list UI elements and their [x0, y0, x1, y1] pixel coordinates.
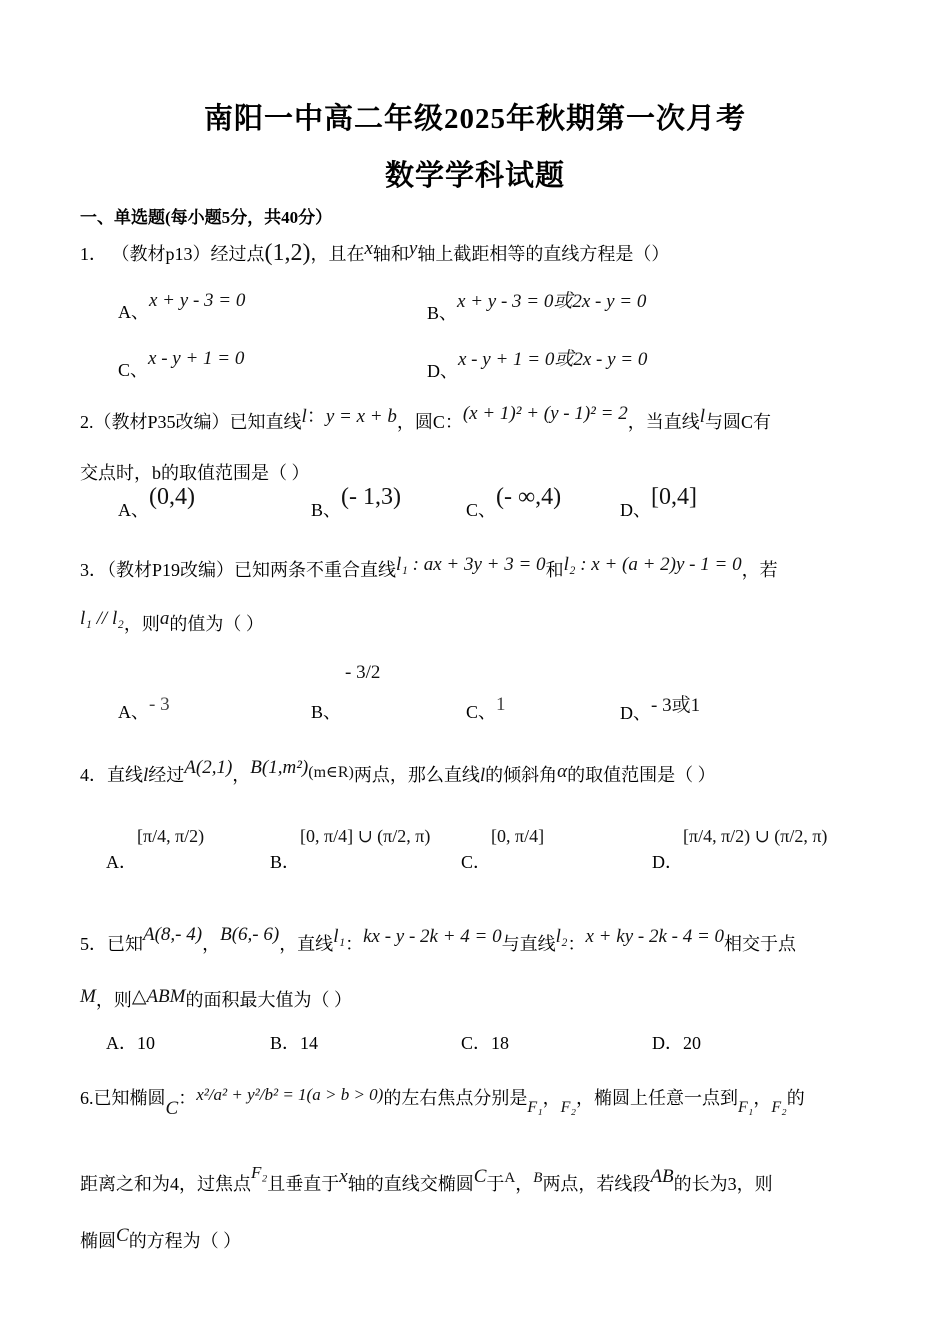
q5-l2: l₂ — [555, 926, 568, 947]
q3-l2: l₂ : x + (a + 2)y - 1 = 0 — [563, 554, 742, 575]
option-value: 18 — [491, 1033, 510, 1053]
q6-text: 的方程为（ ） — [128, 1231, 242, 1251]
q4-option-c[interactable] — [461, 820, 545, 872]
option-label: A、 — [118, 702, 149, 722]
q6-text: 于 — [486, 1174, 505, 1194]
q5-option-c[interactable] — [461, 1029, 509, 1055]
q6-f2: F₂ — [771, 1099, 787, 1116]
q4-option-d[interactable] — [652, 820, 828, 872]
q6-ab: AB — [650, 1166, 674, 1187]
q5-number: 5． — [80, 934, 107, 954]
q6-f2: F₂ — [560, 1099, 577, 1116]
q3-text: （教材P19改编）已知两条不重合直线 — [107, 560, 397, 580]
q1-option-d[interactable] — [427, 344, 648, 381]
q6-text: ： — [178, 1088, 197, 1108]
option-label: B、 — [311, 702, 342, 722]
q2-text: 与圆C有 — [704, 412, 771, 432]
option-label: B． — [270, 852, 301, 872]
q5-text: ，直线 — [279, 934, 334, 954]
option-label: B、 — [311, 500, 342, 520]
q6-text: ，椭圆上任意一点到 — [576, 1088, 739, 1108]
section-header: 一、单选题(每小题5分，共40分） — [80, 208, 333, 227]
option-label: C、 — [466, 500, 497, 520]
option-value: - 3或1 — [651, 695, 701, 716]
option-label: B、 — [427, 303, 458, 323]
q6-number: 6. — [80, 1088, 94, 1108]
option-value: 10 — [137, 1033, 155, 1053]
option-label: C、 — [466, 702, 497, 722]
q2-option-c[interactable] — [466, 484, 562, 520]
q6-text: 距离之和为4，过焦点 — [80, 1174, 251, 1194]
option-label: C． — [461, 1033, 492, 1053]
q4-option-a[interactable] — [106, 820, 205, 872]
option-label: D、 — [427, 361, 458, 381]
q6-ellipse-eq: x²/a² + y²/b² = 1(a > b > 0) — [196, 1085, 384, 1104]
q1-x: x — [364, 238, 373, 259]
q1-text: （教材p13）经过点 — [111, 244, 265, 264]
option-value: x - y + 1 = 0 — [148, 348, 245, 369]
q4-text: 经过 — [148, 765, 185, 785]
q6-text: 的 — [786, 1088, 805, 1108]
option-value: - 3 — [149, 694, 170, 715]
q5-text: 相交于点 — [724, 934, 797, 954]
option-label: B． — [270, 1033, 301, 1053]
question-6: 6.已知椭圆C：x²/a² + y²/b² = 1(a > b > 0)的左右焦点分别是F₁，F₂，椭圆上任意一点到F₁，F₂的 — [80, 1085, 805, 1119]
q3-l1: l₁ : ax + 3y + 3 = 0 — [396, 554, 546, 575]
option-label: A． — [106, 852, 137, 872]
q3-option-a[interactable] — [118, 690, 170, 722]
option-label: C． — [461, 852, 492, 872]
q4-text: 的取值范围是（ ） — [567, 765, 716, 785]
option-label: A． — [106, 1033, 137, 1053]
q2-line-eq: y = x + b — [325, 406, 397, 427]
q6-f1: F₁ — [527, 1099, 543, 1116]
q6-c: C — [473, 1166, 487, 1187]
q2-option-a[interactable] — [118, 484, 195, 520]
option-value: [π/4, π/2) ∪ (π/2, π) — [683, 826, 828, 846]
q1-option-b[interactable] — [427, 286, 647, 323]
q3-a: a — [159, 608, 170, 629]
q4-text: 两点，那么直线 — [353, 765, 480, 785]
q2-text: ，圆C： — [396, 412, 463, 432]
q2-text: ，当直线 — [627, 412, 700, 432]
q2-text-line2: 交点时，b的取值范围是（ ） — [80, 463, 310, 483]
q1-point: (1,2) — [264, 240, 311, 266]
option-value: [0, π/4] — [491, 826, 545, 846]
q5-option-a[interactable] — [106, 1029, 155, 1055]
q5-option-b[interactable] — [270, 1029, 318, 1055]
q6-text: 已知椭圆 — [93, 1088, 166, 1108]
q1-option-a[interactable] — [118, 286, 246, 322]
option-label: A、 — [118, 500, 149, 520]
q4-text: 的倾斜角 — [485, 765, 558, 785]
q5-option-d[interactable] — [652, 1029, 701, 1055]
q5-l1: l₁ — [333, 926, 346, 947]
option-value: 20 — [683, 1033, 701, 1053]
q4-point-b: B(1,m²) — [250, 757, 309, 778]
option-value: (- ∞,4) — [496, 484, 562, 510]
q6-x: x — [339, 1166, 348, 1187]
question-5: 5．已知A(8,- 4)，B(6,- 6)，直线l₁：kx - y - 2k + 4 = 0与直线l₂：x + ky - 2k - 4 = 0相交于点 — [80, 924, 797, 954]
option-value: [0, π/4] ∪ (π/2, π) — [300, 826, 431, 846]
q5-triangle: △ABM — [131, 986, 186, 1007]
q3-text: 的值为（ ） — [169, 614, 264, 634]
q3-parallel: l₁ // l₂ — [80, 608, 124, 629]
q4-point-a: A(2,1) — [184, 757, 233, 778]
q3-line2 — [80, 610, 264, 636]
q2-option-d[interactable] — [620, 484, 697, 520]
q3-option-c[interactable] — [466, 690, 506, 722]
question-2: 2.（教材P35改编）已知直线l：y = x + b，圆C：(x + 1)² + (y - 1)² = 2，当直线l与圆C有 — [80, 403, 771, 432]
q5-m: M — [80, 986, 96, 1007]
q3-text: ，则 — [123, 614, 160, 634]
q6-text: 椭圆 — [80, 1231, 116, 1251]
q2-line-l: l — [699, 406, 705, 427]
q6-line2: 距离之和为4，过焦点F₂且垂直于x轴的直线交椭圆C于$^A$，$^B$两点，若线段AB的长为3，则 — [80, 1163, 773, 1194]
q4-l: l — [479, 765, 486, 786]
option-label: D、 — [620, 500, 651, 520]
q3-number: 3． — [80, 560, 107, 580]
option-value: - 3/2 — [345, 662, 381, 683]
q1-y: y — [408, 238, 418, 259]
q1-text: ，且在 — [310, 244, 365, 264]
option-value: (0,4) — [149, 484, 195, 510]
q2-text: （教材P35改编）已知直线 — [93, 412, 302, 432]
option-value: [0,4] — [651, 484, 697, 510]
q5-text: ，则 — [95, 990, 132, 1010]
q2-option-b[interactable] — [311, 484, 401, 520]
q2-line-l: l — [301, 406, 307, 427]
q1-option-c[interactable] — [118, 344, 245, 380]
q3-text: 和 — [545, 560, 564, 580]
q1-number: 1． — [80, 244, 107, 264]
exam-subtitle: 数学学科试题 — [384, 160, 565, 192]
q5-eq2: x + ky - 2k - 4 = 0 — [585, 926, 725, 947]
q5-line2 — [80, 986, 352, 1012]
question-4 — [80, 757, 716, 787]
q3-text: ，若 — [741, 560, 778, 580]
exam-title: 南阳一中高二年级2025年秋期第一次月考 — [203, 103, 746, 135]
q2-number: 2. — [80, 412, 94, 432]
question-3 — [80, 556, 778, 582]
q6-b: B — [533, 1170, 543, 1186]
q2-circle-eq: (x + 1)² + (y - 1)² = 2 — [462, 403, 628, 424]
q3-option-b[interactable] — [311, 658, 381, 722]
q1-text: 轴上截距相等的直线方程是（） — [417, 244, 670, 264]
q1-text: 轴和 — [372, 244, 409, 264]
q3-option-d[interactable] — [620, 690, 701, 723]
q6-a: A — [504, 1170, 516, 1186]
q5-text: 与直线 — [501, 934, 556, 954]
q4-number: 4． — [80, 765, 107, 785]
q5-point-b: B(6,- 6) — [220, 924, 280, 945]
q4-text: ， — [232, 765, 251, 785]
q6-f2: F₂ — [251, 1163, 268, 1182]
q5-eq1: kx - y - 2k + 4 = 0 — [363, 926, 502, 947]
q4-l: l — [143, 765, 149, 786]
question-1 — [80, 240, 669, 267]
q6-text: 轴的直线交椭圆 — [347, 1174, 474, 1194]
option-value: (- 1,3) — [341, 484, 401, 510]
q6-f1: F₁ — [738, 1099, 754, 1116]
q6-text: 的左右焦点分别是 — [383, 1088, 528, 1108]
q6-c: C — [165, 1098, 179, 1119]
option-value: x + y - 3 = 0 — [149, 290, 246, 311]
q6-text: 的长为3，则 — [673, 1174, 773, 1194]
q6-text: 两点，若线段 — [542, 1174, 651, 1194]
option-value: 1 — [496, 694, 506, 715]
option-label: D、 — [620, 703, 651, 723]
q6-text: 且垂直于 — [267, 1174, 340, 1194]
option-value: x - y + 1 = 0或2x - y = 0 — [458, 349, 648, 370]
q5-point-a: A(8,- 4) — [143, 924, 203, 945]
q5-text: 已知 — [107, 934, 143, 954]
q6-line3 — [80, 1227, 241, 1253]
q6-c: C — [116, 1225, 129, 1246]
option-value: 14 — [300, 1033, 319, 1053]
q4-condition: (m∈R) — [308, 764, 354, 781]
option-label: A、 — [118, 302, 149, 322]
option-label: D． — [652, 1033, 683, 1053]
q4-text: 直线 — [107, 765, 143, 785]
q4-alpha: α — [557, 761, 568, 782]
q5-text: 的面积最大值为（ ） — [185, 990, 352, 1010]
option-label: D． — [652, 852, 683, 872]
option-value: [π/4, π/2) — [137, 826, 205, 846]
option-label: C、 — [118, 360, 149, 380]
q4-option-b[interactable] — [270, 820, 431, 872]
option-value: x + y - 3 = 0或2x - y = 0 — [457, 291, 647, 312]
